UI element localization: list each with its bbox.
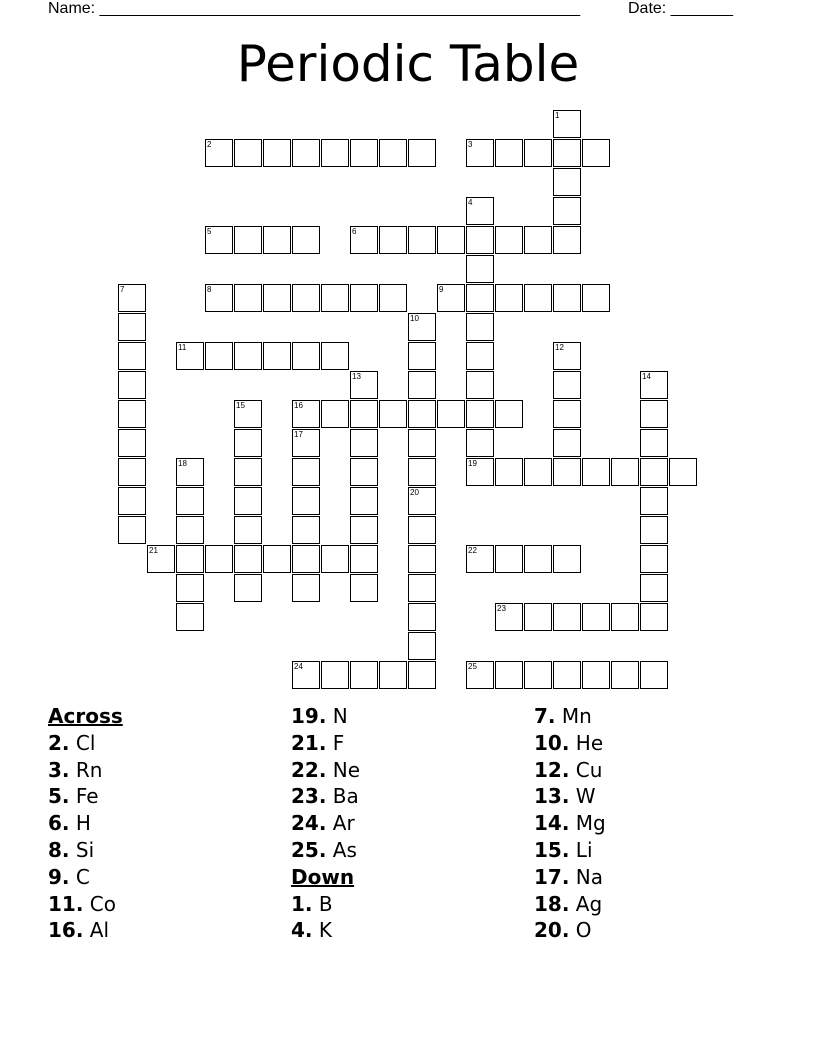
crossword-cell[interactable] <box>118 458 146 486</box>
clue-item: 15. Li <box>534 837 593 862</box>
crossword-cell[interactable] <box>292 400 320 428</box>
crossword-cell[interactable] <box>553 371 581 399</box>
clue-item: 14. Mg <box>534 811 606 836</box>
page-title: Periodic Table <box>236 35 580 93</box>
crossword-cell[interactable] <box>350 487 378 515</box>
cell-number: 14 <box>642 372 651 381</box>
crossword-cell[interactable] <box>408 226 436 254</box>
crossword-cell[interactable] <box>466 342 494 370</box>
clue-item: 12. Cu <box>534 757 603 782</box>
crossword-cell[interactable] <box>582 603 610 631</box>
crossword-cell[interactable] <box>292 661 320 689</box>
crossword-cell[interactable] <box>321 342 349 370</box>
crossword-cell[interactable] <box>466 429 494 457</box>
crossword-cell[interactable] <box>466 139 494 167</box>
across-heading: Across <box>48 704 123 728</box>
crossword-cell[interactable] <box>234 458 262 486</box>
cell-number: 18 <box>178 459 187 468</box>
crossword-cell[interactable] <box>553 226 581 254</box>
clue-item: 7. Mn <box>534 704 592 728</box>
clue-item: 21. F <box>291 730 345 755</box>
cell-number: 16 <box>294 401 303 410</box>
crossword-cell[interactable] <box>292 545 320 573</box>
crossword-cell[interactable] <box>524 139 552 167</box>
crossword-cell[interactable] <box>408 139 436 167</box>
crossword-cell[interactable] <box>524 661 552 689</box>
crossword-cell[interactable] <box>292 342 320 370</box>
crossword-cell[interactable] <box>321 661 349 689</box>
crossword-cell[interactable] <box>553 400 581 428</box>
crossword-cell[interactable] <box>350 371 378 399</box>
name-field-label[interactable]: Name: ______________________________________________________ <box>48 0 581 17</box>
crossword-cell[interactable] <box>118 429 146 457</box>
crossword-cell[interactable] <box>640 371 668 399</box>
crossword-cell[interactable] <box>350 516 378 544</box>
clue-item: 3. Rn <box>48 757 103 782</box>
crossword-cell[interactable] <box>466 400 494 428</box>
crossword-cell[interactable] <box>350 661 378 689</box>
crossword-cell[interactable] <box>408 371 436 399</box>
cell-number: 21 <box>149 546 158 555</box>
crossword-cell[interactable] <box>582 284 610 312</box>
clue-item: 4. K <box>291 918 332 943</box>
crossword-cell[interactable] <box>466 226 494 254</box>
crossword-cell[interactable] <box>466 313 494 341</box>
crossword-cell[interactable] <box>524 284 552 312</box>
cell-number: 13 <box>352 372 361 381</box>
crossword-cell[interactable] <box>321 400 349 428</box>
crossword-cell[interactable] <box>205 342 233 370</box>
crossword-cell[interactable] <box>118 313 146 341</box>
crossword-cell[interactable] <box>408 632 436 660</box>
crossword-cell[interactable] <box>176 545 204 573</box>
crossword-cell[interactable] <box>553 342 581 370</box>
clue-item: 1. B <box>291 891 333 916</box>
crossword-cell[interactable] <box>524 226 552 254</box>
crossword-cell[interactable] <box>234 226 262 254</box>
crossword-cell[interactable] <box>553 110 581 138</box>
crossword-cell[interactable] <box>553 545 581 573</box>
crossword-cell[interactable] <box>640 603 668 631</box>
crossword-cell[interactable] <box>350 226 378 254</box>
crossword-cell[interactable] <box>205 139 233 167</box>
cell-number: 8 <box>207 285 212 294</box>
crossword-cell[interactable] <box>292 487 320 515</box>
crossword-cell[interactable] <box>611 458 639 486</box>
crossword-cell[interactable] <box>466 545 494 573</box>
crossword-cell[interactable] <box>147 545 175 573</box>
crossword-cell[interactable] <box>321 284 349 312</box>
cell-number: 7 <box>120 285 125 294</box>
crossword-cell[interactable] <box>176 342 204 370</box>
crossword-cell[interactable] <box>263 226 291 254</box>
crossword-cell[interactable] <box>321 139 349 167</box>
cell-number: 25 <box>468 662 477 671</box>
crossword-cell[interactable] <box>553 284 581 312</box>
crossword-cell[interactable] <box>234 487 262 515</box>
crossword-cell[interactable] <box>350 429 378 457</box>
crossword-cell[interactable] <box>350 545 378 573</box>
crossword-cell[interactable] <box>350 458 378 486</box>
crossword-cell[interactable] <box>234 400 262 428</box>
crossword-cell[interactable] <box>234 342 262 370</box>
crossword-cell[interactable] <box>495 400 523 428</box>
cell-number: 1 <box>555 111 560 120</box>
cell-number: 2 <box>207 140 212 149</box>
crossword-cell[interactable] <box>640 661 668 689</box>
cell-number: 17 <box>294 430 303 439</box>
crossword-cell[interactable] <box>640 429 668 457</box>
crossword-cell[interactable] <box>640 400 668 428</box>
crossword-cell[interactable] <box>176 603 204 631</box>
crossword-cell[interactable] <box>408 458 436 486</box>
crossword-cell[interactable] <box>408 487 436 515</box>
crossword-cell[interactable] <box>524 545 552 573</box>
crossword-cell[interactable] <box>640 574 668 602</box>
clue-item: 19. N <box>291 704 348 728</box>
crossword-cell[interactable] <box>611 603 639 631</box>
crossword-cell[interactable] <box>350 284 378 312</box>
cell-number: 15 <box>236 401 245 410</box>
crossword-cell[interactable] <box>292 284 320 312</box>
crossword-cell[interactable] <box>524 603 552 631</box>
crossword-cell[interactable] <box>408 429 436 457</box>
clue-column-1 <box>48 703 268 944</box>
crossword-cell[interactable] <box>263 139 291 167</box>
crossword-cell[interactable] <box>118 516 146 544</box>
crossword-cell[interactable] <box>292 429 320 457</box>
crossword-cell[interactable] <box>205 226 233 254</box>
clue-item: 17. Na <box>534 864 604 889</box>
date-field-label[interactable]: Date: _______ <box>628 0 733 17</box>
cell-number: 20 <box>410 488 419 497</box>
crossword-cell[interactable] <box>553 603 581 631</box>
crossword-cell[interactable] <box>553 139 581 167</box>
crossword-cell[interactable] <box>205 284 233 312</box>
crossword-cell[interactable] <box>524 458 552 486</box>
crossword-cell[interactable] <box>611 661 639 689</box>
crossword-cell[interactable] <box>437 226 465 254</box>
crossword-cell[interactable] <box>205 545 233 573</box>
cell-number: 11 <box>178 343 187 352</box>
crossword-cell[interactable] <box>118 400 146 428</box>
crossword-cell[interactable] <box>234 545 262 573</box>
crossword-cell[interactable] <box>118 342 146 370</box>
crossword-cell[interactable] <box>495 545 523 573</box>
crossword-cell[interactable] <box>495 139 523 167</box>
clue-item: 23. Ba <box>291 784 359 809</box>
clue-item: 11. Co <box>48 891 116 916</box>
clue-item: 20. O <box>534 918 592 943</box>
cell-number: 3 <box>468 140 473 149</box>
crossword-cell[interactable] <box>408 516 436 544</box>
cell-number: 19 <box>468 459 477 468</box>
crossword-cell[interactable] <box>466 371 494 399</box>
cell-number: 9 <box>439 285 444 294</box>
down-heading: Down <box>291 864 355 889</box>
crossword-cell[interactable] <box>176 574 204 602</box>
crossword-cell[interactable] <box>408 603 436 631</box>
clue-item: 2. Cl <box>48 730 96 755</box>
crossword-cell[interactable] <box>292 458 320 486</box>
cell-number: 5 <box>207 227 212 236</box>
clue-item: 22. Ne <box>291 757 361 782</box>
crossword-cell[interactable] <box>263 284 291 312</box>
cell-number: 12 <box>555 343 564 352</box>
crossword-cell[interactable] <box>234 429 262 457</box>
crossword-cell[interactable] <box>466 284 494 312</box>
crossword-cell[interactable] <box>640 545 668 573</box>
crossword-cell[interactable] <box>466 661 494 689</box>
clue-item: 5. Fe <box>48 784 99 809</box>
crossword-cell[interactable] <box>408 400 436 428</box>
crossword-cell[interactable] <box>495 284 523 312</box>
cell-number: 22 <box>468 546 477 555</box>
crossword-cell[interactable] <box>292 226 320 254</box>
crossword-cell[interactable] <box>437 284 465 312</box>
crossword-cell[interactable] <box>495 661 523 689</box>
cell-number: 23 <box>497 604 506 613</box>
crossword-cell[interactable] <box>379 226 407 254</box>
cell-number: 10 <box>410 314 419 323</box>
crossword-cell[interactable] <box>408 342 436 370</box>
clue-column-2 <box>291 703 511 944</box>
cell-number: 4 <box>468 198 473 207</box>
crossword-cell[interactable] <box>118 284 146 312</box>
crossword-cell[interactable] <box>408 574 436 602</box>
crossword-cell[interactable] <box>640 516 668 544</box>
crossword-cell[interactable] <box>582 458 610 486</box>
crossword-cell[interactable] <box>234 574 262 602</box>
crossword-cell[interactable] <box>553 429 581 457</box>
cell-number: 24 <box>294 662 303 671</box>
clue-item: 8. Si <box>48 837 95 862</box>
clue-item: 13. W <box>534 784 596 809</box>
crossword-cell[interactable] <box>466 255 494 283</box>
crossword-cell[interactable] <box>350 574 378 602</box>
crossword-cell[interactable] <box>669 458 697 486</box>
clue-item: 18. Ag <box>534 891 603 916</box>
crossword-cell[interactable] <box>408 313 436 341</box>
crossword-cell[interactable] <box>292 139 320 167</box>
crossword-cell[interactable] <box>350 400 378 428</box>
crossword-cell[interactable] <box>466 458 494 486</box>
crossword-cell[interactable] <box>495 603 523 631</box>
crossword-cell[interactable] <box>379 139 407 167</box>
crossword-cell[interactable] <box>379 400 407 428</box>
crossword-cell[interactable] <box>582 661 610 689</box>
crossword-cell[interactable] <box>176 458 204 486</box>
crossword-cell[interactable] <box>553 168 581 196</box>
crossword-cell[interactable] <box>437 400 465 428</box>
crossword-cell[interactable] <box>350 139 378 167</box>
crossword-cell[interactable] <box>118 487 146 515</box>
crossword-cell[interactable] <box>379 661 407 689</box>
clue-item: 10. He <box>534 730 604 755</box>
crossword-cell[interactable] <box>263 342 291 370</box>
crossword-cell[interactable] <box>553 458 581 486</box>
clue-item: 6. H <box>48 811 91 836</box>
clue-column-3 <box>534 703 754 944</box>
crossword-cell[interactable] <box>495 226 523 254</box>
crossword-cell[interactable] <box>234 516 262 544</box>
clue-item: 25. As <box>291 837 357 862</box>
crossword-cell[interactable] <box>466 197 494 225</box>
crossword-cell[interactable] <box>292 574 320 602</box>
clue-item: 9. C <box>48 864 90 889</box>
crossword-cell[interactable] <box>234 139 262 167</box>
crossword-cell[interactable] <box>176 487 204 515</box>
crossword-cell[interactable] <box>234 284 262 312</box>
crossword-cell[interactable] <box>263 545 291 573</box>
crossword-cell[interactable] <box>379 284 407 312</box>
crossword-cell[interactable] <box>640 487 668 515</box>
cell-number: 6 <box>352 227 357 236</box>
clue-item: 16. Al <box>48 918 110 943</box>
crossword-cell[interactable] <box>495 458 523 486</box>
crossword-cell[interactable] <box>640 458 668 486</box>
crossword-cell[interactable] <box>553 661 581 689</box>
crossword-cell[interactable] <box>408 661 436 689</box>
crossword-cell[interactable] <box>582 139 610 167</box>
clue-item: 24. Ar <box>291 811 355 836</box>
crossword-cell[interactable] <box>176 516 204 544</box>
crossword-cell[interactable] <box>553 197 581 225</box>
crossword-cell[interactable] <box>408 545 436 573</box>
crossword-cell[interactable] <box>321 545 349 573</box>
crossword-cell[interactable] <box>292 516 320 544</box>
crossword-cell[interactable] <box>118 371 146 399</box>
